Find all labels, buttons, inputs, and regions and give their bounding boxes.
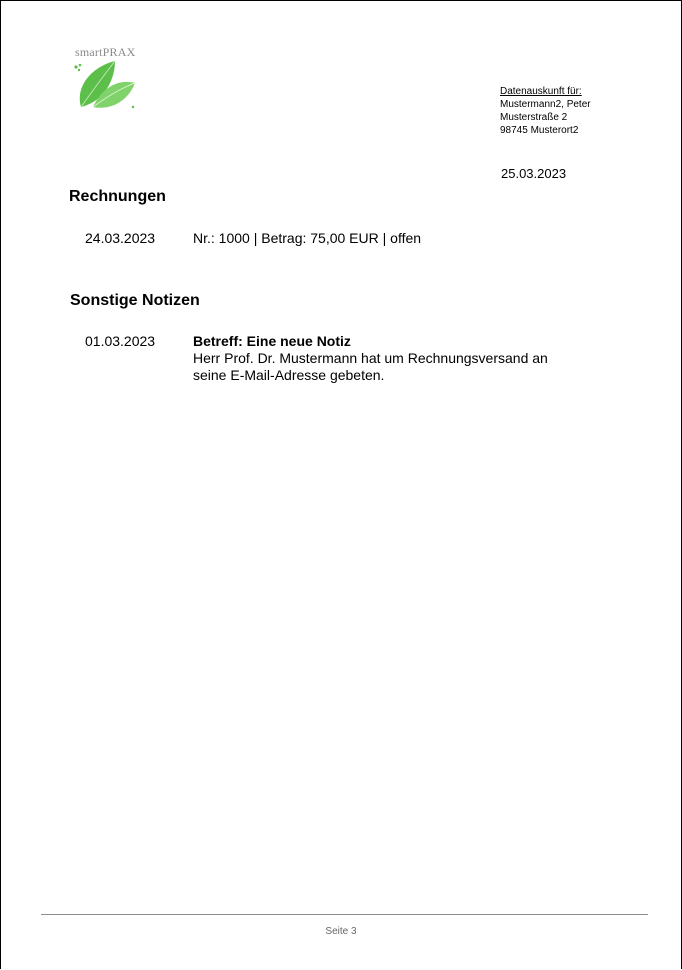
- address-label: Datenauskunft für:: [500, 86, 582, 97]
- note-subject: Betreff: Eine neue Notiz: [193, 333, 351, 349]
- leaf-icon: [73, 59, 139, 115]
- document-date: 25.03.2023: [501, 166, 567, 181]
- note-date: 01.03.2023: [85, 333, 156, 349]
- note-body: Herr Prof. Dr. Mustermann hat um Rechnungsversand an seine E-Mail-Adresse gebeten.: [193, 350, 548, 383]
- invoice-date: 24.03.2023: [85, 230, 156, 246]
- recipient-address: [500, 85, 591, 137]
- note-entry: [193, 333, 563, 384]
- invoice-details: Nr.: 1000 | Betrag: 75,00 EUR | offen: [193, 230, 422, 246]
- invoices-heading: Rechnungen: [69, 188, 166, 205]
- address-street: Musterstraße 2: [500, 112, 568, 123]
- page-number: Seite 3: [325, 926, 357, 937]
- footer-divider: [41, 914, 648, 915]
- notes-heading: Sonstige Notizen: [70, 292, 200, 309]
- address-name: Mustermann2, Peter: [500, 99, 591, 110]
- logo-text: smartPRAX: [75, 45, 136, 59]
- address-city: 98745 Musterort2: [500, 125, 579, 136]
- smartprax-logo: [73, 45, 143, 115]
